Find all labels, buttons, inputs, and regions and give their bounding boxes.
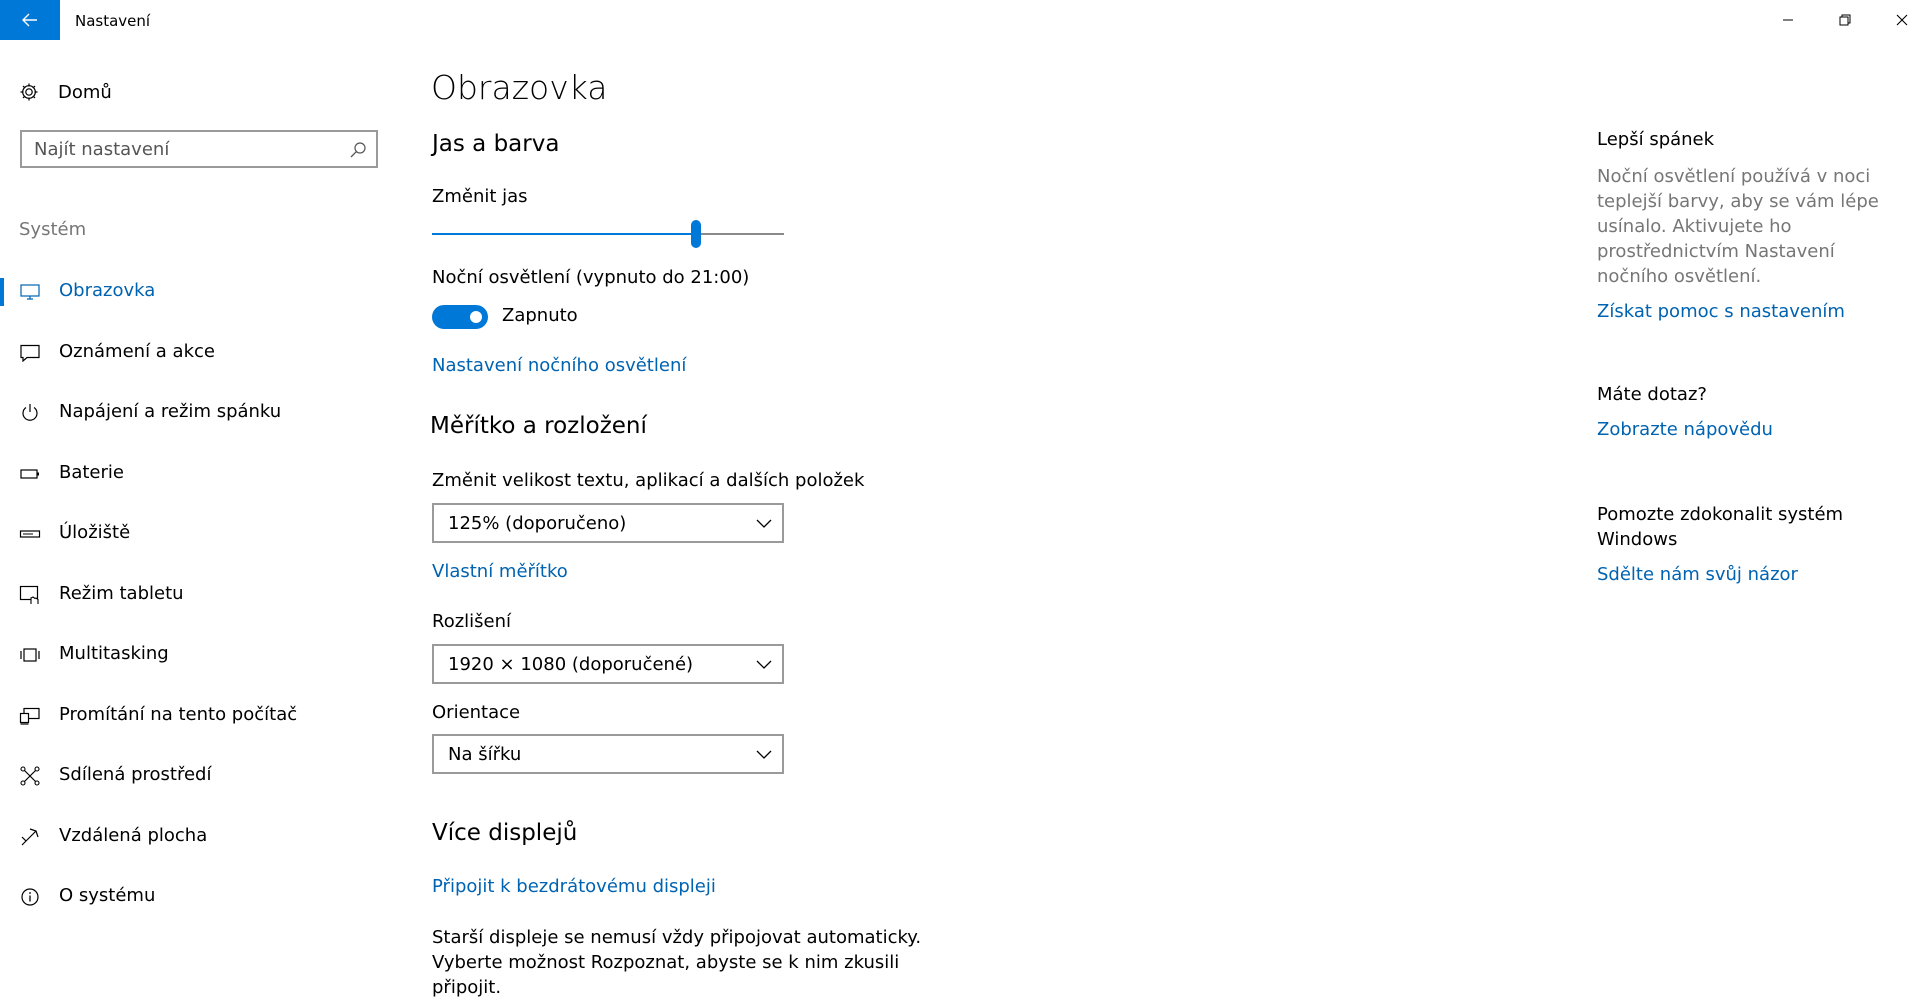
sleep-text: Noční osvětlení používá v noci teplejší barvy, aby se vám lépe usínalo. Aktivujete ho prostřednictvím Nastavení nočního osvětlení. [1597, 166, 1879, 287]
scale-dropdown[interactable] [432, 503, 784, 543]
night-light-label: Noční osvětlení (vypnuto do 21:00) [432, 267, 750, 288]
chevron-down-icon [756, 657, 772, 671]
sleep-heading: Lepší spánek [1597, 129, 1715, 150]
monitor-icon [19, 283, 41, 301]
sidebar-item-label: Režim tabletu [59, 582, 184, 604]
sidebar-item-label: Napájení a režim spánku [59, 401, 282, 422]
tablet-icon [19, 586, 41, 604]
toggle-knob [470, 311, 482, 323]
sidebar-group-label: Systém [19, 219, 87, 240]
sidebar-nav [0, 262, 400, 928]
right-panel-feedback [1597, 502, 1857, 587]
slider-fill [432, 233, 696, 235]
sidebar-item-multitasking[interactable] [0, 625, 400, 686]
shared-experiences-icon [19, 767, 41, 785]
question-heading: Máte dotaz? [1597, 384, 1707, 405]
night-light-toggle[interactable] [432, 305, 488, 329]
scale-label: Změnit velikost textu, aplikací a dalších položek [432, 470, 865, 491]
storage-icon [19, 525, 41, 543]
restore-icon [1839, 14, 1851, 26]
sidebar-item-battery[interactable] [0, 444, 400, 505]
search-input[interactable] [22, 138, 336, 161]
sidebar-item-power[interactable] [0, 383, 400, 444]
sidebar-item-label: Baterie [59, 461, 124, 483]
chevron-down-icon [756, 747, 772, 761]
right-panel-sleep [1597, 127, 1897, 324]
home-link[interactable] [18, 78, 112, 106]
sidebar-item-notifications[interactable] [0, 323, 400, 384]
section-heading-scale: Měřítko a rozložení [430, 413, 647, 439]
section-heading-multiple-displays: Více displejů [432, 820, 578, 846]
displays-description: Starší displeje se nemusí vždy připojovat automaticky. Vyberte možnost Rozpoznat, abyste se k nim zkusili připojit. [432, 927, 922, 998]
page-title: Obrazovka [431, 68, 608, 107]
sidebar-item-shared-experiences[interactable] [0, 746, 400, 807]
power-icon [19, 404, 41, 422]
orientation-dropdown-value: Na šířku [448, 744, 522, 765]
resolution-label: Rozlišení [432, 611, 512, 632]
sidebar-item-label: Vzdálená plocha [59, 824, 208, 846]
sidebar-item-tablet-mode[interactable] [0, 565, 400, 626]
feedback-heading: Pomozte zdokonalit systém Windows [1597, 504, 1844, 550]
sidebar-item-display[interactable] [0, 262, 400, 323]
back-arrow-icon [22, 13, 38, 27]
sidebar-item-label: Obrazovka [59, 280, 156, 301]
notification-icon [19, 344, 41, 362]
section-heading-brightness: Jas a barva [432, 131, 560, 157]
remote-desktop-icon [19, 828, 41, 846]
toggle-state-label: Zapnuto [502, 305, 578, 326]
slider-thumb[interactable] [691, 220, 701, 248]
brightness-slider[interactable] [432, 225, 784, 255]
sidebar-item-projection[interactable] [0, 686, 400, 747]
sidebar-item-label: O systému [59, 885, 156, 906]
sidebar-item-label: Úložiště [59, 522, 131, 543]
sidebar-item-label: Oznámení a akce [59, 340, 215, 362]
resolution-dropdown[interactable] [432, 644, 784, 684]
projection-icon [19, 707, 41, 725]
sidebar-item-label: Sdílená prostředí [59, 764, 212, 785]
custom-scale-link[interactable]: Vlastní měřítko [432, 561, 568, 582]
sidebar-item-storage[interactable] [0, 504, 400, 565]
window-title: Nastavení [75, 12, 151, 30]
gear-icon [18, 81, 40, 103]
orientation-label: Orientace [432, 702, 521, 723]
wireless-display-link[interactable]: Připojit k bezdrátovému displeji [432, 876, 716, 897]
orientation-dropdown[interactable] [432, 734, 784, 774]
scale-dropdown-value: 125% (doporučeno) [448, 513, 627, 534]
minimize-button[interactable] [1759, 0, 1816, 40]
title-bar [0, 0, 1920, 40]
home-label: Domů [58, 81, 112, 103]
chevron-down-icon [756, 516, 772, 530]
sidebar-item-label: Promítání na tento počítač [59, 703, 298, 725]
back-button[interactable] [0, 0, 60, 40]
close-button[interactable] [1873, 0, 1920, 40]
restore-button[interactable] [1816, 0, 1873, 40]
right-panel-question [1597, 382, 1897, 442]
info-icon [19, 888, 41, 906]
battery-icon [19, 465, 41, 483]
sleep-help-link[interactable]: Získat pomoc s nastavením [1597, 301, 1845, 322]
resolution-dropdown-value: 1920 × 1080 (doporučené) [448, 654, 694, 675]
sidebar-item-about[interactable] [0, 867, 400, 928]
sidebar-item-remote-desktop[interactable] [0, 807, 400, 868]
search-icon[interactable] [349, 141, 367, 159]
search-box [20, 130, 378, 168]
close-icon [1896, 14, 1908, 26]
night-light-settings-link[interactable]: Nastavení nočního osvětlení [432, 355, 687, 376]
minimize-icon [1782, 14, 1794, 26]
help-link[interactable]: Zobrazte nápovědu [1597, 419, 1773, 440]
feedback-link[interactable]: Sdělte nám svůj názor [1597, 564, 1798, 585]
brightness-label: Změnit jas [432, 186, 528, 207]
sidebar-item-label: Multitasking [59, 643, 169, 664]
multitasking-icon [19, 646, 41, 664]
